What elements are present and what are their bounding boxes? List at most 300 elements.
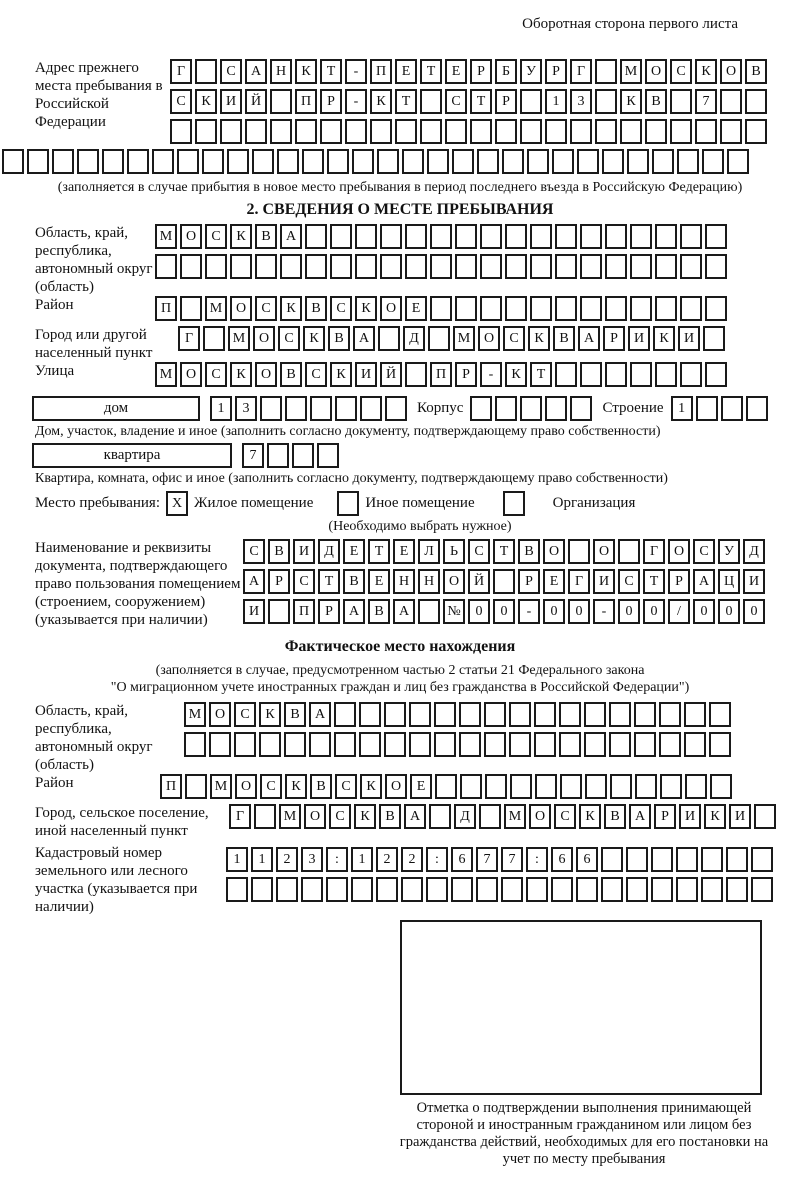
char-cell[interactable] <box>634 702 656 727</box>
char-cell[interactable]: К <box>360 774 382 799</box>
char-cell[interactable] <box>378 326 400 351</box>
char-cell[interactable]: 2 <box>276 847 298 872</box>
char-cell[interactable]: 7 <box>695 89 717 114</box>
char-cell[interactable] <box>727 149 749 174</box>
char-cell[interactable]: 3 <box>301 847 323 872</box>
char-cell[interactable] <box>720 119 742 144</box>
char-cell[interactable] <box>295 119 317 144</box>
char-cell[interactable]: С <box>693 539 715 564</box>
char-cell[interactable]: Г <box>643 539 665 564</box>
char-cell[interactable] <box>177 149 199 174</box>
char-cell[interactable] <box>370 119 392 144</box>
char-cell[interactable]: С <box>330 296 352 321</box>
char-cell[interactable]: И <box>729 804 751 829</box>
char-cell[interactable]: : <box>426 847 448 872</box>
char-cell[interactable] <box>259 732 281 757</box>
char-cell[interactable] <box>459 702 481 727</box>
char-cell[interactable] <box>170 119 192 144</box>
char-cell[interactable]: С <box>329 804 351 829</box>
char-cell[interactable] <box>480 296 502 321</box>
char-cell[interactable] <box>152 149 174 174</box>
char-cell[interactable] <box>195 119 217 144</box>
char-cell[interactable]: Й <box>245 89 267 114</box>
char-cell[interactable] <box>327 149 349 174</box>
char-cell[interactable] <box>360 396 382 421</box>
char-cell[interactable] <box>260 396 282 421</box>
char-cell[interactable]: - <box>593 599 615 624</box>
char-cell[interactable] <box>509 702 531 727</box>
char-cell[interactable] <box>601 877 623 902</box>
char-cell[interactable] <box>277 149 299 174</box>
char-cell[interactable] <box>684 732 706 757</box>
char-cell[interactable] <box>226 877 248 902</box>
char-cell[interactable] <box>334 702 356 727</box>
char-cell[interactable] <box>484 732 506 757</box>
char-cell[interactable] <box>626 847 648 872</box>
char-cell[interactable] <box>655 254 677 279</box>
char-cell[interactable]: С <box>205 362 227 387</box>
char-cell[interactable] <box>526 877 548 902</box>
char-cell[interactable]: С <box>335 774 357 799</box>
char-cell[interactable] <box>480 224 502 249</box>
char-cell[interactable]: У <box>520 59 542 84</box>
char-cell[interactable] <box>710 774 732 799</box>
char-cell[interactable] <box>452 149 474 174</box>
char-cell[interactable]: В <box>305 296 327 321</box>
char-cell[interactable] <box>455 296 477 321</box>
char-cell[interactable]: 0 <box>568 599 590 624</box>
char-cell[interactable]: М <box>620 59 642 84</box>
char-cell[interactable] <box>310 396 332 421</box>
char-cell[interactable] <box>651 877 673 902</box>
char-cell[interactable] <box>726 847 748 872</box>
char-cell[interactable]: 1 <box>671 396 693 421</box>
char-cell[interactable] <box>659 702 681 727</box>
char-cell[interactable] <box>626 877 648 902</box>
char-cell[interactable] <box>580 362 602 387</box>
char-cell[interactable]: П <box>293 599 315 624</box>
char-cell[interactable]: В <box>379 804 401 829</box>
char-cell[interactable] <box>745 119 767 144</box>
char-cell[interactable]: Р <box>603 326 625 351</box>
char-cell[interactable] <box>455 254 477 279</box>
char-cell[interactable] <box>680 362 702 387</box>
char-cell[interactable] <box>317 443 339 468</box>
char-cell[interactable]: И <box>628 326 650 351</box>
char-cell[interactable]: И <box>678 326 700 351</box>
char-cell[interactable]: К <box>620 89 642 114</box>
char-cell[interactable] <box>427 149 449 174</box>
char-cell[interactable]: 6 <box>576 847 598 872</box>
char-cell[interactable] <box>445 119 467 144</box>
char-cell[interactable]: С <box>293 569 315 594</box>
char-cell[interactable]: / <box>668 599 690 624</box>
char-cell[interactable]: 2 <box>376 847 398 872</box>
char-cell[interactable] <box>609 702 631 727</box>
char-cell[interactable]: Б <box>495 59 517 84</box>
char-cell[interactable]: 7 <box>476 847 498 872</box>
char-cell[interactable]: П <box>160 774 182 799</box>
char-cell[interactable]: Д <box>403 326 425 351</box>
char-cell[interactable] <box>555 362 577 387</box>
char-cell[interactable] <box>568 539 590 564</box>
char-cell[interactable] <box>501 877 523 902</box>
char-cell[interactable] <box>77 149 99 174</box>
char-cell[interactable] <box>530 296 552 321</box>
char-cell[interactable]: К <box>230 362 252 387</box>
char-cell[interactable] <box>601 847 623 872</box>
char-cell[interactable]: К <box>704 804 726 829</box>
char-cell[interactable] <box>726 877 748 902</box>
char-cell[interactable] <box>534 702 556 727</box>
char-cell[interactable] <box>605 254 627 279</box>
char-cell[interactable] <box>285 396 307 421</box>
char-cell[interactable] <box>376 877 398 902</box>
char-cell[interactable] <box>227 149 249 174</box>
char-cell[interactable]: К <box>230 224 252 249</box>
char-cell[interactable] <box>305 254 327 279</box>
char-cell[interactable]: Г <box>568 569 590 594</box>
char-cell[interactable]: С <box>205 224 227 249</box>
char-cell[interactable] <box>493 569 515 594</box>
char-cell[interactable] <box>255 254 277 279</box>
char-cell[interactable] <box>384 732 406 757</box>
char-cell[interactable] <box>584 702 606 727</box>
char-cell[interactable] <box>409 732 431 757</box>
char-cell[interactable]: П <box>430 362 452 387</box>
char-cell[interactable]: № <box>443 599 465 624</box>
char-cell[interactable]: К <box>195 89 217 114</box>
char-cell[interactable]: М <box>210 774 232 799</box>
char-cell[interactable] <box>676 847 698 872</box>
char-cell[interactable] <box>705 254 727 279</box>
char-cell[interactable] <box>380 224 402 249</box>
char-cell[interactable] <box>184 732 206 757</box>
char-cell[interactable]: С <box>260 774 282 799</box>
char-cell[interactable] <box>409 702 431 727</box>
char-cell[interactable] <box>334 732 356 757</box>
char-cell[interactable] <box>576 877 598 902</box>
char-cell[interactable]: Т <box>368 539 390 564</box>
char-cell[interactable]: Р <box>455 362 477 387</box>
char-cell[interactable]: - <box>480 362 502 387</box>
char-cell[interactable] <box>301 877 323 902</box>
char-cell[interactable]: 1 <box>210 396 232 421</box>
char-cell[interactable]: У <box>718 539 740 564</box>
char-cell[interactable]: В <box>255 224 277 249</box>
char-cell[interactable]: В <box>745 59 767 84</box>
char-cell[interactable] <box>479 804 501 829</box>
char-cell[interactable]: Н <box>418 569 440 594</box>
char-cell[interactable] <box>434 732 456 757</box>
char-cell[interactable]: В <box>368 599 390 624</box>
char-cell[interactable] <box>284 732 306 757</box>
char-cell[interactable] <box>659 732 681 757</box>
char-cell[interactable]: Т <box>420 59 442 84</box>
char-cell[interactable]: М <box>184 702 206 727</box>
char-cell[interactable]: А <box>280 224 302 249</box>
char-cell[interactable] <box>510 774 532 799</box>
char-cell[interactable] <box>326 877 348 902</box>
char-cell[interactable] <box>430 296 452 321</box>
char-cell[interactable]: О <box>478 326 500 351</box>
char-cell[interactable] <box>660 774 682 799</box>
char-cell[interactable]: А <box>343 599 365 624</box>
char-cell[interactable] <box>280 254 302 279</box>
char-cell[interactable] <box>705 224 727 249</box>
char-cell[interactable]: Т <box>493 539 515 564</box>
char-cell[interactable]: В <box>645 89 667 114</box>
char-cell[interactable] <box>351 877 373 902</box>
char-cell[interactable] <box>455 224 477 249</box>
char-cell[interactable] <box>434 702 456 727</box>
char-cell[interactable] <box>560 774 582 799</box>
char-cell[interactable] <box>484 702 506 727</box>
char-cell[interactable]: 6 <box>451 847 473 872</box>
char-cell[interactable] <box>595 59 617 84</box>
char-cell[interactable] <box>305 224 327 249</box>
char-cell[interactable] <box>505 224 527 249</box>
char-cell[interactable] <box>276 877 298 902</box>
char-cell[interactable]: К <box>330 362 352 387</box>
char-cell[interactable]: Й <box>468 569 490 594</box>
char-cell[interactable] <box>509 732 531 757</box>
char-cell[interactable] <box>185 774 207 799</box>
char-cell[interactable]: А <box>243 569 265 594</box>
char-cell[interactable]: Р <box>518 569 540 594</box>
char-cell[interactable] <box>555 224 577 249</box>
char-cell[interactable]: К <box>355 296 377 321</box>
char-cell[interactable]: 3 <box>235 396 257 421</box>
char-cell[interactable]: Р <box>545 59 567 84</box>
char-cell[interactable]: С <box>278 326 300 351</box>
char-cell[interactable] <box>577 149 599 174</box>
char-cell[interactable] <box>205 254 227 279</box>
char-cell[interactable]: О <box>209 702 231 727</box>
char-cell[interactable] <box>230 254 252 279</box>
char-cell[interactable] <box>559 732 581 757</box>
char-cell[interactable]: М <box>205 296 227 321</box>
char-cell[interactable] <box>476 877 498 902</box>
char-cell[interactable] <box>377 149 399 174</box>
char-cell[interactable] <box>721 396 743 421</box>
char-cell[interactable] <box>605 224 627 249</box>
char-cell[interactable] <box>270 119 292 144</box>
char-cell[interactable] <box>270 89 292 114</box>
char-cell[interactable]: П <box>155 296 177 321</box>
char-cell[interactable] <box>545 396 567 421</box>
char-cell[interactable] <box>352 149 374 174</box>
char-cell[interactable]: - <box>345 89 367 114</box>
char-cell[interactable] <box>420 89 442 114</box>
char-cell[interactable]: К <box>295 59 317 84</box>
char-cell[interactable] <box>459 732 481 757</box>
char-cell[interactable]: В <box>284 702 306 727</box>
char-cell[interactable]: 0 <box>618 599 640 624</box>
char-cell[interactable] <box>2 149 24 174</box>
char-cell[interactable] <box>670 89 692 114</box>
char-cell[interactable]: А <box>393 599 415 624</box>
char-cell[interactable] <box>102 149 124 174</box>
char-cell[interactable] <box>618 539 640 564</box>
char-cell[interactable] <box>535 774 557 799</box>
char-cell[interactable]: 7 <box>501 847 523 872</box>
char-cell[interactable] <box>405 362 427 387</box>
char-cell[interactable] <box>680 224 702 249</box>
char-cell[interactable] <box>701 847 723 872</box>
char-cell[interactable] <box>670 119 692 144</box>
checkbox-inoe[interactable] <box>337 491 359 516</box>
char-cell[interactable] <box>584 732 606 757</box>
char-cell[interactable]: Г <box>170 59 192 84</box>
char-cell[interactable] <box>695 119 717 144</box>
char-cell[interactable]: Е <box>395 59 417 84</box>
char-cell[interactable] <box>203 326 225 351</box>
char-cell[interactable] <box>428 326 450 351</box>
char-cell[interactable] <box>751 847 773 872</box>
char-cell[interactable] <box>426 877 448 902</box>
char-cell[interactable]: Е <box>343 539 365 564</box>
char-cell[interactable] <box>155 254 177 279</box>
char-cell[interactable]: 0 <box>743 599 765 624</box>
char-cell[interactable] <box>245 119 267 144</box>
char-cell[interactable]: Р <box>268 569 290 594</box>
char-cell[interactable] <box>505 254 527 279</box>
char-cell[interactable] <box>530 254 552 279</box>
char-cell[interactable] <box>651 847 673 872</box>
char-cell[interactable]: О <box>180 224 202 249</box>
char-cell[interactable] <box>580 254 602 279</box>
char-cell[interactable] <box>627 149 649 174</box>
char-cell[interactable] <box>534 732 556 757</box>
char-cell[interactable] <box>470 119 492 144</box>
char-cell[interactable]: А <box>578 326 600 351</box>
char-cell[interactable] <box>709 702 731 727</box>
char-cell[interactable]: - <box>345 59 367 84</box>
char-cell[interactable]: К <box>528 326 550 351</box>
char-cell[interactable] <box>652 149 674 174</box>
char-cell[interactable]: Е <box>405 296 427 321</box>
char-cell[interactable]: С <box>170 89 192 114</box>
char-cell[interactable]: П <box>370 59 392 84</box>
char-cell[interactable]: И <box>220 89 242 114</box>
char-cell[interactable]: 0 <box>543 599 565 624</box>
char-cell[interactable]: К <box>653 326 675 351</box>
char-cell[interactable] <box>180 254 202 279</box>
char-cell[interactable] <box>127 149 149 174</box>
char-cell[interactable] <box>234 732 256 757</box>
char-cell[interactable]: Ь <box>443 539 465 564</box>
char-cell[interactable]: Е <box>445 59 467 84</box>
char-cell[interactable]: К <box>259 702 281 727</box>
char-cell[interactable]: Е <box>410 774 432 799</box>
char-cell[interactable] <box>630 362 652 387</box>
char-cell[interactable]: О <box>253 326 275 351</box>
char-cell[interactable] <box>418 599 440 624</box>
char-cell[interactable]: П <box>295 89 317 114</box>
char-cell[interactable] <box>395 119 417 144</box>
char-cell[interactable] <box>709 732 731 757</box>
char-cell[interactable] <box>220 119 242 144</box>
char-cell[interactable]: Н <box>270 59 292 84</box>
char-cell[interactable]: М <box>504 804 526 829</box>
char-cell[interactable] <box>605 362 627 387</box>
char-cell[interactable]: И <box>593 569 615 594</box>
char-cell[interactable]: : <box>526 847 548 872</box>
char-cell[interactable]: Т <box>395 89 417 114</box>
char-cell[interactable]: В <box>280 362 302 387</box>
char-cell[interactable]: Г <box>178 326 200 351</box>
char-cell[interactable] <box>527 149 549 174</box>
char-cell[interactable]: И <box>293 539 315 564</box>
char-cell[interactable] <box>696 396 718 421</box>
char-cell[interactable] <box>559 702 581 727</box>
char-cell[interactable]: К <box>370 89 392 114</box>
char-cell[interactable] <box>359 702 381 727</box>
char-cell[interactable] <box>430 224 452 249</box>
char-cell[interactable]: О <box>529 804 551 829</box>
char-cell[interactable]: Р <box>320 89 342 114</box>
char-cell[interactable]: К <box>695 59 717 84</box>
char-cell[interactable] <box>385 396 407 421</box>
char-cell[interactable] <box>520 396 542 421</box>
char-cell[interactable] <box>595 89 617 114</box>
char-cell[interactable]: С <box>220 59 242 84</box>
char-cell[interactable]: 0 <box>468 599 490 624</box>
char-cell[interactable]: 1 <box>251 847 273 872</box>
char-cell[interactable]: - <box>518 599 540 624</box>
char-cell[interactable] <box>720 89 742 114</box>
char-cell[interactable] <box>685 774 707 799</box>
char-cell[interactable] <box>630 224 652 249</box>
char-cell[interactable] <box>585 774 607 799</box>
char-cell[interactable] <box>330 224 352 249</box>
char-cell[interactable]: О <box>443 569 465 594</box>
char-cell[interactable] <box>520 119 542 144</box>
char-cell[interactable]: Р <box>318 599 340 624</box>
char-cell[interactable] <box>602 149 624 174</box>
char-cell[interactable] <box>746 396 768 421</box>
char-cell[interactable]: А <box>693 569 715 594</box>
char-cell[interactable] <box>477 149 499 174</box>
char-cell[interactable]: К <box>354 804 376 829</box>
char-cell[interactable]: О <box>380 296 402 321</box>
char-cell[interactable] <box>680 254 702 279</box>
char-cell[interactable]: 7 <box>242 443 264 468</box>
char-cell[interactable] <box>754 804 776 829</box>
char-cell[interactable]: В <box>328 326 350 351</box>
char-cell[interactable]: О <box>720 59 742 84</box>
char-cell[interactable]: Р <box>668 569 690 594</box>
char-cell[interactable] <box>677 149 699 174</box>
char-cell[interactable]: Н <box>393 569 415 594</box>
char-cell[interactable]: К <box>280 296 302 321</box>
char-cell[interactable]: С <box>255 296 277 321</box>
char-cell[interactable]: В <box>268 539 290 564</box>
char-cell[interactable] <box>502 149 524 174</box>
char-cell[interactable]: 1 <box>226 847 248 872</box>
char-cell[interactable] <box>180 296 202 321</box>
char-cell[interactable] <box>320 119 342 144</box>
char-cell[interactable]: О <box>235 774 257 799</box>
char-cell[interactable] <box>345 119 367 144</box>
char-cell[interactable] <box>630 296 652 321</box>
char-cell[interactable] <box>52 149 74 174</box>
char-cell[interactable]: Т <box>470 89 492 114</box>
char-cell[interactable]: О <box>645 59 667 84</box>
char-cell[interactable]: Т <box>318 569 340 594</box>
char-cell[interactable]: С <box>305 362 327 387</box>
